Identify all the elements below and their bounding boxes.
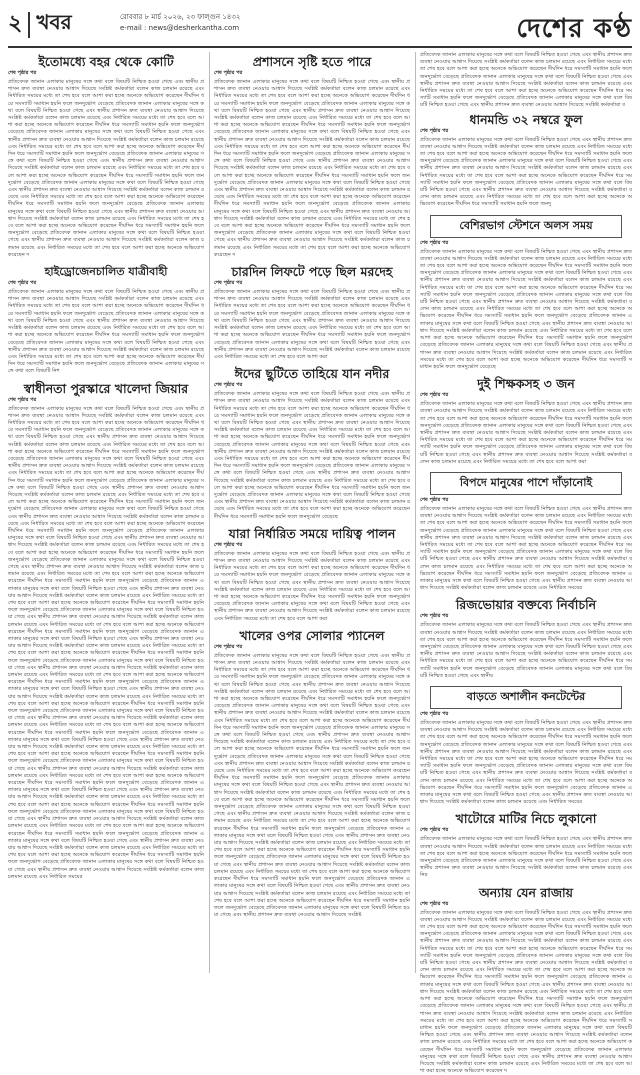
story [8, 55, 204, 259]
story [420, 886, 632, 1075]
story-body: প্রতিবেদক জানান এলাকার মানুষের সঙ্গে কথা বলে বিষয়টি নিশ্চিত হওয়া গেছে এবং স্থানীয় প্রশাসন দ্রুত ব্যবস্থা নেওয়ার আশ্বাস দিয়েছে সংশ্লিষ্ট কর্মকর্তারা বলেন কাজ চলমান রয়েছে এবং নির্ধারিত সময়ের মধ্যে তা শেষ হবে বলে আশা করা হচ্ছে অনেকে অভিযোগ করেছেন দীর্ঘদিন ধরে সমস্যাটি সমাধান হয়নি ফলে জনদুর্ভোগ বেড়েছে প্রতিবেদক জানান এলাকার মানুষের সঙ্গে কথা বলে বিষয়টি নিশ্চিত হওয়া গেছে এবং স্থানীয় প্রশাসন দ্রুত ব্যবস্থা নেওয়ার আশ্বাস দিয়েছে সংশ্লিষ্ট কর্মকর্তারা বলেন কাজ চলমান রয়েছে এবং নির্ধারিত সময়ের মধ্যে তা শেষ হবে বলে আশা করা হচ্ছে অনেকে অভিযোগ করেছেন দীর্ঘদিন ধরে সমস্যাটি সমাধান হয়নি ফলে জনদুর্ভোগ বেড়েছে প্রতিবেদক জানান এলাকার মানুষের সঙ্গে কথা বলে বিষয়টি নিশ্চিত হওয়া গেছে এবং স্থানীয় প্রশাসন দ্রুত ব্যবস্থা নেওয়ার আশ্বাস দিয়েছে সংশ্লিষ্ট কর্মকর্তারা বলেন কাজ চলমান রয়েছে এবং নির্ধারিত সময়ের মধ্যে তা শেষ হবে বলে আশা করা হচ্ছে অনেকে অভিযোগ করেছেন দীর্ঘদিন ধরে সমস্যাটি সমাধান হয়নি ফলে জনদুর্ভোগ বেড়েছে প্রতিবেদক জানান এলাকার মানুষের সঙ্গে কথা বলে বিষয়টি নিশ্চিত হওয়া গেছে এবং স্থানীয় প্রশাসন দ্রুত ব্যবস্থা নেওয়ার আশ্বাস দিয়েছে সংশ্লিষ্ট কর্মকর্তারা বলেন কাজ চলমান রয়েছে এবং নির্ধারিত সময়ের [420, 505, 632, 592]
email-line: e-mail : news@desherkantha.com [120, 24, 240, 32]
page-number: ২ [8, 10, 23, 36]
story-byline: শেষ পৃষ্ঠার পর [214, 382, 243, 389]
story-headline[interactable]: দুই শিক্ষকসহ ৩ জন [477, 376, 575, 392]
story-body: প্রতিবেদক জানান এলাকার মানুষের সঙ্গে কথা বলে বিষয়টি নিশ্চিত হওয়া গেছে এবং স্থানীয় প্রশাসন দ্রুত ব্যবস্থা নেওয়ার আশ্বাস দিয়েছে সংশ্লিষ্ট কর্মকর্তারা বলেন কাজ চলমান রয়েছে এবং নির্ধারিত সময়ের মধ্যে তা শেষ হবে বলে আশা করা হচ্ছে অনেকে অভিযোগ করেছেন দীর্ঘদিন ধরে সমস্যাটি সমাধান হয়নি ফলে জনদুর্ভোগ বেড়েছে প্রতিবেদক জানান এলাকার মানুষের সঙ্গে কথা বলে বিষয়টি নিশ্চিত হওয়া গেছে এবং স্থানীয় প্রশাসন দ্রুত ব্যবস্থা নেওয়ার আশ্বাস দিয়েছে সংশ্লিষ্ট কর্মকর্তারা বলেন কাজ চলমান রয়েছে এবং নির্ধারিত সময়ের মধ্যে তা শেষ হবে বলে আশা করা হচ্ছে অনেকে অভিযোগ করেছেন দীর্ঘদিন ধরে সমস্যাটি সমাধান হয়নি ফলে জনদুর্ভোগ বেড়েছে প্রতিবেদক জানান এলাকার মানুষের সঙ্গে কথা বলে বিষয়টি নিশ্চিত হওয়া গেছে এবং স্থানীয় প্রশাসন দ্রুত ব্যবস্থা নেওয়ার আশ্বাস দিয়েছে সংশ্লিষ্ট কর্মকর্তারা বলেন কাজ চলমান রয়েছে এবং নির্ধারিত সময়ের মধ্যে তা শেষ হবে বলে আশা করা [420, 401, 632, 465]
story-body: প্রতিবেদক জানান এলাকার মানুষের সঙ্গে কথা বলে বিষয়টি নিশ্চিত হওয়া গেছে এবং স্থানীয় প্রশাসন দ্রুত ব্যবস্থা নেওয়ার আশ্বাস দিয়েছে সংশ্লিষ্ট কর্মকর্তারা বলেন কাজ চলমান রয়েছে এবং নির্ধারিত সময়ের মধ্যে তা শেষ হবে বলে আশা করা হচ্ছে অনেকে অভিযোগ করেছেন দীর্ঘদিন ধরে সমস্যাটি সমাধান হয়নি ফলে জনদুর্ভোগ বেড়েছে প্রতিবেদক জানান এলাকার মানুষের সঙ্গে কথা বলে বিষয়টি নিশ্চিত হওয়া গেছে এবং স্থানীয় প্রশাসন দ্রুত ব্যবস্থা নেওয়ার আশ্বাস দিয়েছে সংশ্লিষ্ট কর্মকর্তারা বলেন কাজ চলমান রয়েছে এবং নির্ধারিত সময়ের মধ্যে তা শেষ হবে বলে আশা করা হচ্ছে অনেকে অভিযোগ করেছেন দীর্ঘদিন ধরে সমস্যাটি সমাধান হয়নি ফলে জনদুর্ভোগ বেড়েছে প্রতিবেদক জানান এলাকার মানুষের সঙ্গে কথা বলে বিষয়টি নিশ্চিত হওয়া গেছে এবং স্থানীয় প্রশাসন দ্রুত ব্যবস্থা নেওয়ার আশ্বাস দিয়েছে সংশ্লিষ্ট কর্মকর্তারা বলেন কাজ চলমান রয়েছে এবং নির্ধারিত সময়ের মধ্যে তা শেষ হবে বলে আশা করা হচ্ছে অনেকে অভিযোগ করেছেন দীর্ঘদিন ধরে সমস্যাটি সমাধান হয়নি ফলে জনদুর্ভোগ বেড়েছে প্রতিবেদক জানান এলাকার মানুষের সঙ্গে কথা বলে বিষয়টি নিশ্চিত হওয়া গেছে এবং স্থানীয় প্রশাসন দ্রুত ব্যবস্থা নেওয়ার আশ্বাস দিয়েছে সংশ্লিষ্ট কর্মকর্তারা বলেন কাজ চলমান রয়েছে এবং নির্ধারিত সময়ের মধ্যে তা শেষ হবে বলে আশা করা হচ্ছে অনেকে অভিযোগ করেছেন দীর্ঘদিন ধরে সমস্যাটি সমাধান হয়নি ফলে জনদুর্ভোগ বেড়েছে প্রতিবেদক জানান এলাকার মানুষের সঙ্গে কথা বলে বিষয়টি নিশ্চিত হওয়া গেছে এবং স্থানীয় প্রশাসন দ্রুত ব্যবস্থা নেওয়ার আশ্বাস দিয়েছে সংশ্লিষ্ট কর্মকর্তারা বলেন কাজ চলমান রয়েছে এবং নির্ধারিত সময়ের মধ্যে তা শেষ হবে বলে আশা করা হচ্ছে অনেকে অভিযোগ করেছেন দীর্ঘদিন ধরে সমস্যাটি সমাধান হয়নি ফলে জনদুর্ভোগ বেড়েছে প্রতিবেদক জানান এলাকার মানুষের সঙ্গে কথা বলে বিষয়টি নিশ্চিত হওয়া গেছে এবং স্থানীয় প্রশাসন দ্রুত ব্যবস্থা নেওয়ার আশ্বাস দিয়েছে সংশ্লিষ্ট কর্মকর্তারা বলেন কাজ চলমান রয়েছে এবং নির্ধারিত সময়ের মধ্যে তা শেষ হবে বলে আশা করা হচ্ছে অনেকে অভিযোগ করেছেন দীর্ঘদিন ধরে সমস্যাটি সমাধান হয়নি ফলে জনদুর্ভোগ বেড়েছে প্রতিবেদক জানান এলাকার মানুষের সঙ্গে কথা বলে বিষয়টি নিশ্চিত হওয়া গেছে এবং স্থানীয় প্রশাসন দ্রুত ব্যবস্থা নেওয়ার আশ্বাস দিয়েছে সংশ্লিষ্ট কর্মকর্তারা বলেন কাজ চলমান রয়েছে এবং নির্ধারিত সময়ের মধ্যে তা শেষ হবে বলে আশা করা হচ্ছে অনেকে অভিযোগ করেছেন দীর্ঘদিন ধরে সমস্যাটি সমাধান হয়নি ফলে জনদুর্ভোগ বেড়েছে প্রতিবেদক জানান এলাকার মানুষের সঙ্গে কথা বলে বিষয়টি নিশ্চিত হওয়া গেছে এবং স্থানীয় প্রশাসন দ্রুত ব্যবস্থা নেওয়ার আশ্বাস দিয়েছে সংশ্লিষ্ট কর্মকর্তারা বলেন কাজ চলমান রয়েছে এবং নির্ধারিত সময়ের মধ্যে তা শেষ হবে বলে আশা করা হচ্ছে অনেকে অভিযোগ করেছেন দীর্ঘদিন ধরে সমস্যাটি সমাধান হয়নি ফলে জনদুর্ভোগ বেড়েছে প্রতিবেদক জানান এলাকার মানুষের সঙ্গে কথা বলে বিষয়টি নিশ্চিত হওয়া গেছে এবং স্থানীয় প্রশাসন দ্রুত ব্যবস্থা নেওয়ার আশ্বাস দিয়েছে সংশ্লিষ্ট কর্মকর্তারা বলেন কাজ চলমান রয়েছে এবং নির্ধারিত সময়ের মধ্যে তা শেষ হবে বলে আশা করা হচ্ছে অনেকে অভিযোগ করেছেন দীর্ঘদিন ধরে সমস্যাটি সমাধান হয়নি ফলে জনদুর্ভোগ বেড়েছে প্রতিবেদক জানান এলাকার মানুষের সঙ্গে কথা বলে বিষয়টি নিশ্চিত হওয়া গেছে এবং স্থানীয় প্রশাসন দ্রুত ব্যবস্থা নেওয়ার আশ্বাস দিয়েছে সংশ্লিষ্ট কর্মকর্তারা বলেন কাজ চলমান রয়েছে এবং নির্ধারিত সময়ের মধ্যে তা শেষ হবে বলে আশা করা হচ্ছে অনেকে অভিযোগ করেছেন দীর্ঘদিন ধরে সমস্যাটি সমাধান হয়নি ফলে জনদুর্ভোগ বেড়েছে প্রতিবেদক জানান এলাকার মানুষের সঙ্গে কথা বলে বিষয়টি নিশ্চিত হওয়া গেছে এবং স্থানীয় প্রশাসন দ্রুত ব্যবস্থা নেওয়ার আশ্বাস দিয়েছে সংশ্লিষ্ট কর্মকর্তারা বলেন কাজ চলমান রয়েছে এবং নির্ধারিত সময়ের মধ্যে তা শেষ হবে বলে আশা করা হচ্ছে অনেকে অভিযোগ করেছেন দীর্ঘদিন ধরে সমস্যাটি সমাধান হয়নি ফলে জনদুর্ভোগ বেড়েছে প্রতিবেদক জানান এলাকার মানুষের সঙ্গে কথা বলে বিষয়টি নিশ্চিত হওয়া গেছে এবং স্থানীয় প্রশাসন দ্রুত ব্যবস্থা নেওয়ার আশ্বাস দিয়েছে সংশ্লিষ্ট কর্মকর্তারা বলেন কাজ চলমান রয়েছে এবং নির্ধারিত সময়ের মধ্যে তা শেষ হবে বলে আশা করা হচ্ছে অনেকে অভিযোগ করেছেন দীর্ঘদিন ধরে সমস্যাটি সমাধান হয়নি ফলে জনদুর্ভোগ বেড়েছে প্রতিবেদক জানান এলাকার মানুষের সঙ্গে কথা বলে বিষয়টি নিশ্চিত হওয়া গেছে এবং স্থানীয় প্রশাসন দ্রুত ব্যবস্থা নেওয়ার আশ্বাস দিয়েছে সংশ্লিষ্ট কর্মকর্তারা বলেন কাজ চলমান রয়েছে এবং নির্ধারিত সময়ের মধ্যে তা শেষ হবে বলে আশা করা হচ্ছে অনেকে অভিযোগ করেছেন দীর্ঘদিন ধরে সমস্যাটি সমাধান হয়নি ফলে জনদুর্ভোগ বেড়েছে প্রতিবেদক জানান এলাকার মানুষের সঙ্গে কথা বলে বিষয়টি নিশ্চিত হওয়া গেছে এবং স্থানীয় প্রশাসন দ্রুত ব্যবস্থা নেওয়ার আশ্বাস দিয়েছে সংশ্লিষ্ট কর্মকর্তারা বলেন কাজ চলমান রয়েছে এবং নির্ধারিত সময়ের মধ্যে তা শেষ হবে বলে আশা করা হচ্ছে অনেকে অভিযোগ করেছেন দীর্ঘদিন ধরে সমস্যাটি সমাধান হয়নি ফলে জনদুর্ভোগ বেড়েছে প্রতিবেদক জানান এলাকার মানুষের সঙ্গে কথা বলে বিষয়টি নিশ্চিত হওয়া গেছে এবং স্থানীয় প্রশাসন দ্রুত ব্যবস্থা নেওয়ার আশ্বাস দিয়েছে সংশ্লিষ্ট কর্মকর্তারা বলেন কাজ চলমান রয়েছে এবং নির্ধারিত সময়ের মধ্যে তা শেষ হবে বলে আশা করা হচ্ছে অনেকে অভিযোগ করেছেন দীর্ঘদিন ধরে সমস্যাটি সমাধান হয়নি ফলে জনদুর্ভোগ বেড়েছে প্রতিবেদক জানান এলাকার মানুষের সঙ্গে কথা বলে বিষয়টি নিশ্চিত হওয়া গেছে এবং স্থানীয় প্রশাসন দ্রুত ব্যবস্থা নেওয়ার আশ্বাস দিয়েছে সংশ্লিষ্ট কর্মকর্তারা বলেন কাজ চলমান রয়েছে এবং নির্ধারিত সময়ের মধ্যে তা শেষ হবে বলে আশা করা হচ্ছে অনেকে অভিযোগ করেছেন দীর্ঘদিন ধরে সমস্যাটি সমাধান হয়নি ফলে জনদুর্ভোগ বেড়েছে প্রতিবেদক জানান এলাকার মানুষের সঙ্গে কথা বলে বিষয়টি নিশ্চিত হওয়া গেছে এবং স্থানীয় প্রশাসন দ্রুত ব্যবস্থা নেওয়ার আশ্বাস দিয়েছে সংশ্লিষ্ট কর্মকর্তারা বলেন কাজ চলমান রয়েছে এবং নির্ধারিত সময়ের মধ্যে তা শেষ হবে বলে আশা করা হচ্ছে অনেকে অভিযোগ করেছেন দীর্ঘদিন ধরে সমস্যাটি সমাধান হয়নি ফলে জনদুর্ভোগ বেড়েছে প্রতিবেদক জানান এলাকার মানুষের সঙ্গে কথা বলে বিষয়টি নিশ্চিত হওয়া গেছে এবং স্থানীয় প্রশাসন দ্রুত ব্যবস্থা নেওয়ার আশ্বাস দিয়েছে সংশ্লিষ্ট কর্মকর্তারা বলেন কাজ চলমান রয়েছে এবং নির্ধারিত সময়ের মধ্যে তা শেষ হবে বলে আশা করা হচ্ছে অনেকে অভিযোগ করেছেন দীর্ঘদিন ধরে সমস্যাটি সমাধান হয়নি ফলে জনদুর্ভোগ বেড়েছে প্রতিবেদক জানান এলাকার মানুষের সঙ্গে কথা বলে বিষয়টি নিশ্চিত হওয়া গেছে এবং স্থানীয় প্রশাসন দ্রুত ব্যবস্থা নেওয়ার আশ্বাস দিয়েছে সংশ্লিষ্ট কর্মকর্তারা বলেন কাজ চলমান রয়েছে এবং নির্ধারিত সময়ের [8, 405, 204, 880]
story-headline[interactable]: বাড়তে অশালীন কনটেন্টের [430, 686, 622, 709]
column-2 [214, 52, 410, 975]
story [214, 367, 410, 521]
story-byline: শেষ পৃষ্ঠার পর [420, 127, 449, 134]
story-body: প্রতিবেদক জানান এলাকার মানুষের সঙ্গে কথা বলে বিষয়টি নিশ্চিত হওয়া গেছে এবং স্থানীয় প্রশাসন দ্রুত ব্যবস্থা নেওয়ার আশ্বাস দিয়েছে সংশ্লিষ্ট কর্মকর্তারা বলেন কাজ চলমান রয়েছে এবং নির্ধারিত সময়ের মধ্যে তা শেষ হবে বলে আশা করা হচ্ছে অনেকে অভিযোগ করেছেন দীর্ঘদিন ধরে সমস্যাটি সমাধান হয়নি ফলে জনদুর্ভোগ বেড়েছে প্রতিবেদক জানান এলাকার মানুষের সঙ্গে কথা বলে বিষয়টি নিশ্চিত হওয়া গেছে এবং স্থানীয় প্রশাসন দ্রুত ব্যবস্থা নেওয়ার আশ্বাস দিয়েছে সংশ্লিষ্ট কর্মকর্তারা বলেন কাজ চলমান রয়েছে এবং নির্ধারিত সময়ের মধ্যে তা শেষ হবে বলে আশা করা হচ্ছে অনেকে অভিযোগ করেছেন দীর্ঘদিন ধরে সমস্যাটি সমাধান হয়নি ফলে জনদুর্ভোগ বেড়েছে প্রতিবেদক জানান এলাকার মানুষের সঙ্গে কথা বলে বিষয়টি নিশ্চিত হওয়া গেছে এবং স্থানীয় প্রশাসন দ্রুত ব্যবস্থা নেওয়ার আশ্বাস দিয়েছে সংশ্লিষ্ট কর্মকর্তারা বলেন কাজ চলমান রয়েছে এবং নির্ধারিত সময়ের মধ্যে তা শেষ হবে বলে আশা করা [214, 550, 410, 622]
story-byline: শেষ পৃষ্ঠার পর [8, 396, 37, 403]
story [8, 382, 204, 881]
story-body: প্রতিবেদক জানান এলাকার মানুষের সঙ্গে কথা বলে বিষয়টি নিশ্চিত হওয়া গেছে এবং স্থানীয় প্রশাসন দ্রুত ব্যবস্থা নেওয়ার আশ্বাস দিয়েছে সংশ্লিষ্ট কর্মকর্তারা বলেন কাজ চলমান রয়েছে এবং নির্ধারিত সময়ের মধ্যে তা শেষ হবে বলে আশা করা হচ্ছে অনেকে অভিযোগ করেছেন দীর্ঘদিন ধরে সমস্যাটি সমাধান হয়নি ফলে জনদুর্ভোগ বেড়েছে প্রতিবেদক জানান এলাকার মানুষের সঙ্গে কথা বলে বিষয়টি নিশ্চিত হওয়া গেছে এবং স্থানীয় প্রশাসন দ্রুত ব্যবস্থা নেওয়ার আশ্বাস দিয়েছে সংশ্লিষ্ট কর্মকর্তারা বলেন কাজ চলমান রয়েছে এবং নির্ধারিত সময়ের মধ্যে তা শেষ হবে বলে আশা করা হচ্ছে অনেকে অভিযোগ করেছেন দীর্ঘদিন ধরে সমস্যাটি সমাধান হয়নি ফলে জনদুর্ভোগ বেড়েছে প্রতিবেদক জানান এলাকার মানুষের সঙ্গে কথা বলে বিষয়টি নিশ্চিত হওয়া গেছে এবং স্থানীয় প্রশাসন দ্রুত ব্যবস্থা নেওয়ার আশ্বাস দিয়েছে সংশ্লিষ্ট কর্মকর্তারা বলেন কাজ চলমান রয়েছে এবং নির্ধারিত সময়ের মধ্যে তা শেষ হবে বলে আশা করা হচ্ছে অনেকে অভিযোগ করেছেন দীর্ঘদিন ধরে সমস্যাটি সমাধান হয়নি ফলে জনদুর্ভোগ বেড়েছে প্রতিবেদক জানান এলাকার মানুষের সঙ্গে কথা বলে বিষয়টি নিশ্চিত হওয়া গেছে এবং স্থানীয় প্রশাসন দ্রুত ব্যবস্থা নেওয়ার আশ্বাস দিয়েছে সংশ্লিষ্ট কর্মকর্তারা বলেন কাজ চলমান রয়েছে এবং নির্ধারিত সময়ের মধ্যে তা শেষ হবে বলে আশা করা হচ্ছে অনেকে অভিযোগ করেছেন দীর্ঘদিন ধরে সমস্যাটি সমাধান হয়নি ফলে জনদুর্ভোগ বেড়েছে প্রতিবেদক জানান এলাকার মানুষের সঙ্গে কথা বলে বিষয়টি নিশ্চিত হওয়া গেছে এবং স্থানীয় প্রশাসন দ্রুত ব্যবস্থা নেওয়ার আশ্বাস দিয়েছে সংশ্লিষ্ট কর্মকর্তারা বলেন কাজ চলমান রয়েছে এবং নির্ধারিত সময়ের মধ্যে তা শেষ হবে বলে আশা করা হচ্ছে অনেকে অভিযোগ করেছেন দীর্ঘদিন ধরে সমস্যাটি সমাধান হয়নি ফলে জনদুর্ভোগ বেড়েছে প্রতিবেদক জানান এলাকার মানুষের সঙ্গে কথা বলে বিষয়টি নিশ্চিত হওয়া গেছে এবং স্থানীয় প্রশাসন দ্রুত ব্যবস্থা নেওয়ার আশ্বাস দিয়েছে সংশ্লিষ্ট কর্মকর্তারা বলেন কাজ চলমান রয়েছে এবং নির্ধারিত সময়ের মধ্যে তা শেষ হবে বলে আশা করা হচ্ছে অনেকে অভিযোগ করেছেন দীর্ঘদিন ধরে সমস্যাটি সমাধান হয়নি ফলে জনদুর্ভোগ বেড়েছে প্রতিবেদক জানান এলাকার মানুষের সঙ্গে কথা বলে বিষয়টি নিশ্চিত হওয়া গেছে এবং স্থানীয় প্রশাসন দ্রুত ব্যবস্থা নেওয়ার আশ্বাস দিয়েছে সংশ্লিষ্ট কর্মকর্তারা বলেন কাজ চলমান রয়েছে এবং নির্ধারিত সময়ের মধ্যে তা শেষ হবে বলে আশা করা হচ্ছে অনেকে অভিযোগ করেছেন দ [214, 79, 410, 258]
story [214, 265, 410, 361]
masthead-meta [120, 12, 240, 34]
masthead-left [8, 6, 72, 43]
masthead [8, 6, 632, 48]
story-headline[interactable]: ঈদের ছুটিতে তাহিয়ে যান নদীর [234, 366, 390, 382]
story-headline[interactable]: প্রশাসনে সৃষ্টি হতে পারে [252, 54, 372, 69]
story-byline: শেষ পৃষ্ঠার পর [420, 711, 449, 717]
story-byline: শেষ পৃষ্ঠার পর [214, 643, 243, 650]
story-byline: শেষ পৃষ্ঠার পর [420, 392, 449, 399]
story [420, 472, 632, 592]
column-3 [420, 52, 632, 1075]
story-body: প্রতিবেদক জানান এলাকার মানুষের সঙ্গে কথা বলে বিষয়টি নিশ্চিত হওয়া গেছে এবং স্থানীয় প্রশাসন দ্রুত ব্যবস্থা নেওয়ার আশ্বাস দিয়েছে সংশ্লিষ্ট কর্মকর্তারা বলেন কাজ চলমান রয়েছে এবং নির্ধারিত সময়ের মধ্যে তা শেষ হবে বলে আশা করা হচ্ছে অনেকে অভিযোগ করেছেন দীর্ঘদিন ধরে সমস্যাটি সমাধান হয়নি ফলে জনদুর্ভোগ বেড়েছে প্রতিবেদক জানান এলাকার মানুষের সঙ্গে কথা বলে বিষয়টি নিশ্চিত হওয়া গেছে এবং স্থানীয় প্রশাসন দ্রুত ব্যবস্থা নেওয়ার আশ্বাস দিয়েছে সংশ্লিষ্ট কর্মকর্তারা বলেন কাজ চলমান রয়েছে এবং নির্ধারিত সময়ের মধ্যে তা শেষ হবে বলে আশা করা হচ্ছে অনেকে অভিযোগ করেছেন দীর্ঘদিন ধরে সমস্যাটি সমাধান হয়নি ফলে জনদুর্ভোগ বেড়েছে প্রতিবেদক জানান এলাকার মানুষের সঙ্গে কথা বলে বিষয়টি নিশ্চিত হওয়া গেছে এবং স্থানীয় প্রশাসন দ্রুত ব্যবস্থা নেওয়ার আশ্বাস দিয়েছে সংশ্লিষ্ট কর্মকর্তারা বলেন কাজ চলমান রয়েছে এবং নির্ধারিত সময়ের মধ্যে তা শেষ হবে বলে আশা করা হচ্ছে অনেকে অভিযোগ করেছেন দীর্ঘদিন ধরে সমস্যাটি সমাধান হয়নি ফলে জনদুর্ভোগ বেড়েছে প্রতিবেদক জানান এলাকার মানুষের সঙ্গে কথা বলে বিষয়টি নিশ [8, 289, 204, 375]
story-body: প্রতিবেদক জানান এলাকার মানুষের সঙ্গে কথা বলে বিষয়টি নিশ্চিত হওয়া গেছে এবং স্থানীয় প্রশাসন দ্রুত ব্যবস্থা নেওয়ার আশ্বাস দিয়েছে সংশ্লিষ্ট কর্মকর্তারা বলেন কাজ চলমান রয়েছে এবং নির্ধারিত সময়ের মধ্যে তা শেষ হবে বলে আশা করা হচ্ছে অনেকে অভিযোগ করেছেন দীর্ঘদিন ধরে সমস্যাটি সমাধান হয়নি ফলে জনদুর্ভোগ বেড়েছে প্রতিবেদক জানান এলাকার মানুষের সঙ্গে কথা বলে বিষয়টি নিশ্চিত হওয়া গেছে এবং স্থানীয় প্রশাসন দ্রুত ব্যবস্থা নেওয়ার আশ্বাস দিয়েছে সংশ্লিষ্ট কর্মকর্তারা বলেন কাজ চলমান রয়েছে এবং নির [420, 836, 632, 879]
story-byline: শেষ পৃষ্ঠার পর [420, 827, 449, 834]
story [420, 52, 632, 209]
story-byline: শেষ পৃষ্ঠার পর [214, 541, 243, 548]
story [420, 686, 632, 806]
story-body: প্রতিবেদক জানান এলাকার মানুষের সঙ্গে কথা বলে বিষয়টি নিশ্চিত হওয়া গেছে এবং স্থানীয় প্রশাসন দ্রুত ব্যবস্থা নেওয়ার আশ্বাস দিয়েছে সংশ্লিষ্ট কর্মকর্তারা বলেন কাজ চলমান রয়েছে এবং নির্ধারিত সময়ের মধ্যে তা শেষ হবে বলে আশা করা হচ্ছে অনেকে অভিযোগ করেছেন দীর্ঘদিন ধরে সমস্যাটি সমাধান হয়নি ফলে জনদুর্ভোগ বেড়েছে প্রতিবেদক জানান এলাকার মানুষের সঙ্গে কথা বলে বিষয়টি নিশ্চিত হওয়া গেছে এবং স্থানীয় প্রশাসন দ্রুত ব্যবস্থা নেওয়ার আশ্বাস দিয়েছে সংশ্লিষ্ট কর্মকর্তারা বলেন কাজ চলমান রয়েছে এবং নির্ধারিত সময়ের মধ্যে তা শেষ হবে বলে আশা করা হচ্ছে অনেকে অভিযোগ করেছেন দীর্ঘদিন ধরে সমস্যাটি সমাধান হয়নি ফলে জনদুর্ভোগ বেড়েছে প্রতিবেদক জানান এলাকার মানুষের সঙ্গে কথা বলে বিষয়টি নিশ্চিত হওয়া গেছে এবং স্থানীয় প্রশাসন দ্রুত ব্যবস্থা নেওয়ার আশ্বাস দিয়েছে সংশ্লিষ্ট কর্মকর্তারা বলেন কাজ চলমান রয়েছে এবং নির্ধারিত সময়ের মধ্যে তা শেষ হবে বলে আশা করা হচ্ছে অনেকে অভিযোগ করেছেন দীর্ঘদিন ধরে সমস্যাটি সমাধান হয়নি ফলে জনদুর্ভোগ বেড়েছে প্রতিবেদক জানান এলাকার মানুষের সঙ্গে কথা বলে বিষয়টি নিশ্চিত হওয়া গেছে এবং স্থানীয় প্রশাসন দ্রুত ব্যবস্থা নেওয়ার আশ্বাস দিয়েছে সংশ্লিষ্ট কর্মকর্তারা বলেন কাজ চলমান রয়েছে এবং নির্ধারিত সময়ের [420, 720, 632, 806]
story-byline: শেষ পৃষ্ঠার পর [420, 613, 449, 620]
story-byline: শেষ পৃষ্ঠার পর [420, 900, 449, 907]
story-body: প্রতিবেদক জানান এলাকার মানুষের সঙ্গে কথা বলে বিষয়টি নিশ্চিত হওয়া গেছে এবং স্থানীয় প্রশাসন দ্রুত ব্যবস্থা নেওয়ার আশ্বাস দিয়েছে সংশ্লিষ্ট কর্মকর্তারা বলেন কাজ চলমান রয়েছে এবং নির্ধারিত সময়ের মধ্যে তা শেষ হবে বলে আশা করা হচ্ছে অনেকে অভিযোগ করেছেন দীর্ঘদিন ধরে সমস্যাটি সমাধান হয়নি ফলে জনদুর্ভোগ বেড়েছে প্রতিবেদক জানান এলাকার মানুষের সঙ্গে কথা বলে বিষয়টি নিশ্চিত হওয়া গেছে এবং স্থানীয় প্রশাসন দ্রুত ব্যবস্থা নেওয়ার আশ্বাস দিয়েছে সংশ্লিষ্ট কর্মকর্তারা বলেন কাজ চলমান রয়েছে এবং নির্ধারিত সময়ের মধ্যে তা শেষ হবে বলে আশা করা হচ্ছে অনেকে অভিযোগ করেছেন দীর্ঘদিন ধরে সমস্যাটি সমাধান হয়নি ফলে জনদুর্ভোগ বেড়েছে প্রতিবেদক জানান এলাকার মানুষের সঙ্গে কথা বলে বিষয়টি নিশ্চিত হওয়া গেছে এবং স্থানীয় [420, 622, 632, 679]
story-headline[interactable]: বিপদে মানুষের পাশে দাঁড়ানোই [430, 472, 622, 495]
story-body: প্রতিবেদক জানান এলাকার মানুষের সঙ্গে কথা বলে বিষয়টি নিশ্চিত হওয়া গেছে এবং স্থানীয় প্রশাসন দ্রুত ব্যবস্থা নেওয়ার আশ্বাস দিয়েছে সংশ্লিষ্ট কর্মকর্তারা বলেন কাজ চলমান রয়েছে এবং নির্ধারিত সময়ের মধ্যে তা শেষ হবে বলে আশা করা হচ্ছে অনেকে অভিযোগ করেছেন দীর্ঘদিন ধরে সমস্যাটি সমাধান হয়নি ফলে জনদুর্ভোগ বেড়েছে প্রতিবেদক জানান এলাকার মানুষের সঙ্গে কথা বলে বিষয়টি নিশ্চিত হওয়া গেছে এবং স্থানীয় প্রশাসন দ্রুত ব্যবস্থা নেওয়ার আশ্বাস দিয়েছে সংশ্লিষ্ট কর্মকর্তারা বলেন কাজ চলমান রয়েছে এবং নির্ধারিত সময়ের মধ্যে তা শেষ হবে বলে আশা করা হচ্ছে অনেকে অভিযোগ করেছেন দীর্ঘদিন ধরে সমস্যাটি সমাধান হয়নি ফলে জনদুর্ভোগ বেড়েছে প্রতিবেদক জানান এলাকার মানুষের সঙ্গে কথা বলে বিষয়টি নিশ্চিত হওয়া গেছে এবং স্থানীয় প্রশাসন দ্রুত ব্যবস্থা নেওয়ার আশ্বাস দিয়েছে সংশ্লিষ্ট কর্মকর্তারা ব [420, 52, 632, 109]
story [8, 265, 204, 375]
story-headline[interactable]: খাটোরে মাটির নিচে লুকানো [455, 811, 597, 827]
story-byline: শেষ পৃষ্ঠার পর [420, 239, 449, 246]
story-body: প্রতিবেদক জানান এলাকার মানুষের সঙ্গে কথা বলে বিষয়টি নিশ্চিত হওয়া গেছে এবং স্থানীয় প্রশাসন দ্রুত ব্যবস্থা নেওয়ার আশ্বাস দিয়েছে সংশ্লিষ্ট কর্মকর্তারা বলেন কাজ চলমান রয়েছে এবং নির্ধারিত সময়ের মধ্যে তা শেষ হবে বলে আশা করা হচ্ছে অনেকে অভিযোগ করেছেন দীর্ঘদিন ধরে সমস্যাটি সমাধান হয়নি ফলে জনদুর্ভোগ বেড়েছে প্রতিবেদক জানান এলাকার মানুষের সঙ্গে কথা বলে বিষয়টি নিশ্চিত হওয়া গেছে এবং স্থানীয় প্রশাসন দ্রুত ব্যবস্থা নেওয়ার আশ্বাস দিয়েছে সংশ্লিষ্ট কর্মকর্তারা বলেন কাজ চলমান রয়েছে এবং নির্ধারিত সময়ের মধ্যে তা শেষ হবে বলে আশা করা হচ্ছে অনেকে অভিযোগ করেছেন দীর্ঘদিন ধরে সমস্যাটি সমাধান হয়নি ফলে জনদুর্ভোগ বেড়েছে প্রতিবেদক জানান এলাকার মানুষের সঙ্গে কথা বলে বিষয়টি নিশ্চিত হওয়া গেছে এবং স্থানীয় প্রশাসন দ্রুত ব্যবস্থা নেওয়ার আশ্বাস দিয়েছে সংশ্লিষ্ট কর্মকর্তারা বলেন কাজ চলমান রয়েছে এবং নির্ধারিত সময়ের মধ্যে তা শেষ হবে বলে আশা করা হচ্ছে অনেকে অভিযোগ করেছেন দীর্ঘদিন ধরে সমস্যাটি সমাধান হয়নি ফলে জনদুর্ভোগ বেড়েছে প্রতিবেদক জানান এলাকার মানুষের সঙ্গে কথা বলে বিষয়টি নিশ্চিত হওয়া গেছে এবং স্থানীয় প্রশাসন দ্রুত ব্যবস্থা নেওয়ার আশ্বাস দিয়েছে সংশ্লিষ্ট কর্মকর্তারা বলেন কাজ চলমান রয়েছে এবং নির্ধারিত সময়ের মধ্যে তা শেষ হবে বলে আশা করা হচ্ছে অনেকে অভিযোগ করেছেন দীর্ঘদিন ধরে সমস্যাটি সমাধান হয়নি ফলে জনদুর্ভোগ বেড়েছে প্রতিবেদক জানান এলাকার মানুষের সঙ্গে কথা বলে বিষয়টি নিশ্চিত হওয়া গেছে এবং স্থানীয় প্রশাসন দ্রুত ব্যবস্থা নেওয়ার আশ্বাস দিয়েছে সংশ্লিষ্ট কর্মকর্তারা বলেন কাজ চলমান রয়েছে এবং নির্ধারিত সময়ের মধ্যে তা শেষ হবে বলে আশা করা হচ্ছে অনেকে অভিযোগ করেছেন দীর্ঘদিন ধরে সমস্যাটি সমাধান হয়নি ফলে জনদুর্ভোগ বেড়েছে প্রতিবেদক জানান এলাকার মানুষের সঙ্গে কথা বলে বিষয়টি নিশ্চিত হওয়া গেছে এবং স্থানীয় প্রশাসন দ্রুত ব্যবস্থা নেওয়ার আশ্বাস দিয়েছে সংশ্লিষ্ট কর্মকর্তারা বলেন কাজ চলমান রয়েছে এবং নির্ধারিত সময়ের মধ্যে তা শেষ হবে বলে আশা করা হচ্ছে অনেকে অভিযোগ করেছেন দীর্ঘদিন ধরে সমস্যাটি সমাধান হয়নি ফলে জনদুর্ভোগ বেড়েছে প্রতিবেদক জানান এলাকার মানুষের সঙ্গে কথা বলে বিষয়টি নিশ্চিত হওয়া গেছে এবং স্থানীয় প্রশাসন দ্রুত ব্যবস্থা নেওয়ার আশ্বাস দিয়েছে সংশ্লিষ্ট কর্মকর্তারা বলেন কাজ চলমান রয়েছে এবং নির্ধারিত সময়ের মধ্যে তা শেষ হবে বলে আশা করা হচ্ছে অনেকে অভিযোগ করেছেন দ [8, 79, 204, 258]
story-body: প্রতিবেদক জানান এলাকার মানুষের সঙ্গে কথা বলে বিষয়টি নিশ্চিত হওয়া গেছে এবং স্থানীয় প্রশাসন দ্রুত ব্যবস্থা নেওয়ার আশ্বাস দিয়েছে সংশ্লিষ্ট কর্মকর্তারা বলেন কাজ চলমান রয়েছে এবং নির্ধারিত সময়ের মধ্যে তা শেষ হবে বলে আশা করা হচ্ছে অনেকে অভিযোগ করেছেন দীর্ঘদিন ধরে সমস্যাটি সমাধান হয়নি ফলে জনদুর্ভোগ বেড়েছে প্রতিবেদক জানান এলাকার মানুষের সঙ্গে কথা বলে বিষয়টি নিশ্চিত হওয়া গেছে এবং স্থানীয় প্রশাসন দ্রুত ব্যবস্থা নেওয়ার আশ্বাস দিয়েছে সংশ্লিষ্ট কর্মকর্তারা বলেন কাজ চলমান রয়েছে এবং নির্ধারিত সময়ের মধ্যে তা শেষ হবে বলে আশা করা হচ্ছে অনেকে অভিযোগ করেছেন দীর্ঘদিন ধরে সমস্যাটি সমাধান হয়নি ফলে জনদুর্ভোগ বেড়েছে প্রতিবেদক জানান এলাকার মানুষের সঙ্গে কথা বলে বিষয়টি নিশ্চিত হওয়া গেছে এবং স্থানীয় প্রশাসন দ্রুত ব্যবস্থা নেওয়ার আশ্বাস দিয়েছে সংশ্লিষ্ট কর্মকর্তারা বলেন কাজ চলমান রয়েছে এবং নির্ধারিত সময়ের মধ্যে তা শেষ হবে বলে আশা করা হচ্ছে অনেকে অভিযোগ করেছেন দীর্ঘদিন ধরে সমস্যাটি সমাধান হয়নি ফলে জনদুর্ভোগ বেড়েছে প্রতিবেদক জানান এলাকার মানুষের সঙ্গে কথা বলে বিষয়টি নিশ্চিত হওয়া গেছে এবং স্থানীয় প্রশাসন দ্রুত ব্যবস্থা নেওয়ার আশ্বাস দিয়েছে সংশ্লিষ্ট কর্মকর্তারা বলেন কাজ চলমান রয়েছে এবং নির্ধারিত সময়ের মধ্যে তা শেষ হবে বলে আশা করা হচ্ছে অনেকে অভিযোগ করেছেন দীর্ঘদিন ধরে সমস্যাটি সমাধান হয়নি ফলে জনদুর্ভোগ বেড়েছে প্রতিবেদক জানান এলাকার মানুষের সঙ্গে কথা বলে বিষয়টি নিশ্চিত হওয়া গেছে এবং স্থানীয় প্রশাসন দ্রুত ব্যবস্থা নেওয়ার আশ্বাস দিয়েছে সংশ্লিষ্ট কর্মকর্তারা বলেন কাজ চলমান রয়েছে এবং নির্ধারিত সময়ের মধ্যে তা শেষ হবে বলে আশা করা হচ্ছে অনেকে অভিযোগ করেছেন দীর্ঘদিন ধরে সমস্যাটি সমাধান হয়নি ফলে জনদুর্ভোগ বেড়েছে প্রতিবেদক জানান এলাকার মানুষের সঙ্গে কথা বলে বিষয়টি নিশ্চিত হওয়া গেছে এবং স্থানীয় প্রশাসন দ্রুত ব্যবস্থা নেওয়ার আশ্বাস দিয়েছে সংশ্লিষ্ট কর্মকর্তারা বলেন কাজ চলমান রয়েছে এবং নির্ধারিত সময়ের মধ্যে তা শেষ হবে বলে আশা করা হচ্ছে অনেকে অভিযোগ করেছেন দীর্ঘদিন ধরে সমস্যাটি সমাধান হয়নি ফলে জনদুর্ভোগ বেড়েছে প্রতিবেদক জানান এলাকার মানুষের সঙ্গে কথা বলে বিষয়টি নিশ্চিত হওয়া গেছে এবং স্থানীয় প্রশাসন দ্রুত ব্যবস্থা নেওয়ার আশ্বাস দিয়েছে সংশ্লিষ্ট কর্মকর্তারা বলেন কাজ চলমান রয়েছে এবং নির্ধারিত সময়ের মধ্যে তা শেষ হবে বলে আশা করা হচ্ছে অনেকে অভিযোগ করেছেন দীর্ঘদিন ধরে সমস্যাটি সমাধান হয়নি ফলে জনদুর্ভোগ বেড়েছে প্রতিবেদক জানান এলাকার মানুষের সঙ্গে কথা বলে বিষয়টি নিশ্চিত হওয়া গেছে এবং স্থানীয় প্রশাসন দ্রুত ব্যবস্থা নেওয়ার আশ্বাস দিয়েছে সংশ্লিষ্ট কর্মকর্তারা বলেন কাজ চলমান রয়েছে এবং নির্ধারিত সময়ের মধ্যে তা শেষ হবে বলে আশা করা হচ্ছে অনেকে অভিযোগ করেছেন দীর্ঘদিন ধরে সমস্যাটি সমাধান হয়নি ফলে জনদুর্ভোগ বেড়েছে প্রতিবেদক জানান এলাকার মানুষের সঙ্গে কথা বলে বিষয়টি নিশ্চিত হওয়া গেছে এবং স্থানীয় প্রশাসন দ্রুত ব্যবস্থা নেওয়ার আশ্বাস দিয়েছে সংশ্লিষ্ট কর্মকর্তারা বলেন কাজ চলমান রয়েছে এবং নির্ধারিত সময়ের মধ্যে তা শেষ হবে বলে আশা করা হচ্ছে অনেকে অভিযোগ করেছেন দীর্ঘদিন ধরে সমস্যাটি সমাধান হয়নি ফলে জনদুর্ভোগ বেড়েছে প্রতিবেদক জানান এলাকার মানুষের সঙ্গে কথা বলে বিষয়টি নিশ্চিত হওয়া গেছে এবং স্থানীয় প্রশাসন দ্রুত ব্যবস্থা নেওয়ার আশ্বাস দিয়েছে সংশ্লিষ্ট কর্মকর্তারা বলেন কাজ চলমান রয়েছে এবং নির্ধারিত সময়ের মধ্যে তা শেষ হবে বলে আশা করা হচ্ছে অনেকে অভিযোগ করেছেন দীর্ঘদিন ধরে সমস্যাটি সমাধান হয়নি ফলে জনদুর্ভোগ বেড়েছে প্রতিবেদক জানান এলাকার মানুষের সঙ্গে কথা বলে বিষয়টি নিশ্চিত হওয়া গেছে এবং স্থানীয় প্রশাসন দ্রুত ব্যবস্থা নেওয়ার আশ্বাস দিয়েছে সংশ্লিষ্ট [214, 652, 410, 919]
story-byline: শেষ পৃষ্ঠার পর [214, 280, 243, 287]
story-headline[interactable]: স্বাধীনতা পুরস্কারে খালেদা জিয়ার [23, 380, 189, 396]
story-body: প্রতিবেদক জানান এলাকার মানুষের সঙ্গে কথা বলে বিষয়টি নিশ্চিত হওয়া গেছে এবং স্থানীয় প্রশাসন দ্রুত ব্যবস্থা নেওয়ার আশ্বাস দিয়েছে সংশ্লিষ্ট কর্মকর্তারা বলেন কাজ চলমান রয়েছে এবং নির্ধারিত সময়ের মধ্যে তা শেষ হবে বলে আশা করা হচ্ছে অনেকে অভিযোগ করেছেন দীর্ঘদিন ধরে সমস্যাটি সমাধান হয়নি ফলে জনদুর্ভোগ বেড়েছে প্রতিবেদক জানান এলাকার মানুষের সঙ্গে কথা বলে বিষয়টি নিশ্চিত হওয়া গেছে এবং স্থানীয় প্রশাসন দ্রুত ব্যবস্থা নেওয়ার আশ্বাস দিয়েছে সংশ্লিষ্ট কর্মকর্তারা বলেন কাজ চলমান রয়েছে এবং নির্ধারিত সময়ের মধ্যে তা শেষ হবে বলে আশা করা হচ্ছে অনেকে অভিযোগ করেছেন দীর্ঘদিন ধরে সমস্যাটি সমাধান হয়নি ফলে জনদুর্ভোগ বেড়েছে প্রতিবেদক জানান এলাকার মানুষের সঙ্গে কথা বলে বিষয়টি নিশ্চিত হওয়া গেছে এবং স্থানীয় প্রশাসন দ্রুত ব্যবস্থা নেওয়ার আশ্বাস দিয়েছে সংশ্লিষ্ট কর্মকর্তারা বলেন কাজ চলমান রয়েছে এবং নির্ধারিত সময়ের মধ্যে তা শেষ হবে বলে আশা করা হচ্ছে অনেকে অভিযোগ করেছেন দীর্ঘদিন ধরে সমস্যাটি সমাধান হয়নি ফলে জনদুর্ভোগ বেড়েছে প্রতিবেদক জানান এলাকার মানুষের সঙ্গে কথা বলে বিষয়টি নিশ্চিত হওয়া গেছে এবং স্থানীয় প্রশাসন দ্রুত ব্যবস্থা নেওয়ার আশ্বাস দিয়েছে সংশ্লিষ্ট কর্মকর্তারা বলেন কাজ চলমান রয়েছে এবং নির্ধারিত সময়ের মধ্যে তা শেষ হবে বলে আশা করা হচ্ছে অনেকে অভিযোগ করেছেন দীর্ঘদিন ধরে সমস্যাটি সমাধান হয়নি ফলে জনদুর্ভোগ বেড়েছে প্রতিবেদক জানান এলাকার মানুষের সঙ্গে কথা বলে বিষয়টি নিশ্চিত হওয়া গেছে এবং স্থানীয় প্রশাসন দ্রুত ব্যবস্থা নেওয়ার আশ্বাস দিয়েছে সংশ্লিষ্ট কর্মকর্তারা বলেন কাজ চলমান রয়েছে এবং নির্ধারিত সময়ের মধ্যে তা শেষ হবে বলে আশা করা হচ্ছে অনেকে অভিযোগ করেছেন দীর্ঘদিন ধরে সমস্যাটি সমাধান হয়নি ফলে জনদুর্ভোগ বেড়েছে [214, 391, 410, 520]
story [420, 812, 632, 879]
story [420, 598, 632, 680]
story-body: প্রতিবেদক জানান এলাকার মানুষের সঙ্গে কথা বলে বিষয়টি নিশ্চিত হওয়া গেছে এবং স্থানীয় প্রশাসন দ্রুত ব্যবস্থা নেওয়ার আশ্বাস দিয়েছে সংশ্লিষ্ট কর্মকর্তারা বলেন কাজ চলমান রয়েছে এবং নির্ধারিত সময়ের মধ্যে তা শেষ হবে বলে আশা করা হচ্ছে অনেকে অভিযোগ করেছেন দীর্ঘদিন ধরে সমস্যাটি সমাধান হয়নি ফলে জনদুর্ভোগ বেড়েছে প্রতিবেদক জানান এলাকার মানুষের সঙ্গে কথা বলে বিষয়টি নিশ্চিত হওয়া গেছে এবং স্থানীয় প্রশাসন দ্রুত ব্যবস্থা নেওয়ার আশ্বাস দিয়েছে সংশ্লিষ্ট কর্মকর্তারা বলেন কাজ চলমান রয়েছে এবং নির্ধারিত সময়ের মধ্যে তা শেষ হবে বলে আশা করা হচ্ছে অনেকে অভিযোগ করেছেন দীর্ঘদিন ধরে সমস্যাটি সমাধান হয়নি ফলে জনদুর্ভোগ বেড়েছে প্রতিবেদক জানান এলাকার মানুষের সঙ্গে কথা বলে বিষয়টি নিশ্চিত হওয়া গেছে এবং স্থানীয় প্রশাসন দ্রুত ব্যবস্থা নেওয়ার আশ্বাস দিয়েছে সংশ্লিষ্ট কর্মকর্তারা বলেন কাজ চলমান রয়েছে এবং নির্ধারিত সময়ের মধ্যে তা শেষ হবে বলে আশা করা হচ্ছে অনেকে অভিযোগ করেছেন দীর্ঘদিন ধরে সমস্যাটি সমাধান হয়নি ফলে জনদুর্ভোগ বেড়েছে প্রতিবেদক জানান এলাকার মানুষের সঙ্গে কথা বলে বিষয়টি নিশ্চিত হওয়া গেছে এবং স্থানীয় প্রশাসন দ্রুত ব্যবস্থা নেওয়ার আশ্বাস দিয়েছে সংশ্লিষ্ট কর্মকর্তারা বলেন কাজ চলমান রয়েছে এবং নির্ধারিত সময়ের মধ্যে তা শেষ হবে বলে আশা করা হচ্ছে অনেকে অভিযোগ করেছেন দীর্ঘদিন ধরে সমস্যাটি সমাধান হয়নি ফলে জনদুর্ভোগ বেড়েছে প্রতিবেদক জানান এলাকার মানুষের সঙ্গে কথা বলে বিষয়টি নিশ্চিত হওয়া গেছে এবং স্থানীয় প্রশাসন দ্রুত ব্যবস্থা নেওয়ার আশ্বাস দিয়েছে সংশ্লিষ্ট কর্মকর্তারা বলেন কাজ চলমান রয়েছে এবং নির্ধারিত সময়ের মধ্যে তা শেষ হবে বলে আশা করা হচ্ছে অনেকে অভিযোগ করেছেন দীর্ঘদিন ধরে সমস্যাটি সমাধান হয়নি ফলে জনদুর্ভোগ বেড়েছে প্রতিবেদক জানান এলাকার মানুষের সঙ্গে কথা বলে বিষয়টি নিশ্চিত হওয়া গেছে এবং স্থানীয় প্রশাসন দ্রুত ব্যবস্থা নেওয়ার আশ্বাস দিয়েছে সংশ্লিষ্ট কর্মকর্তারা বলেন কাজ চলমান রয়েছে এবং নির্ধারিত সময়ের মধ্যে তা শেষ হবে বলে আশা করা হচ্ছে অনেকে অভিযোগ করেছেন দীর্ঘদিন ধরে সমস্যাটি সমাধান হয়নি ফলে জনদুর্ভোগ বেড়েছে প্রতিবেদক জানান এলাকার মানুষের সঙ্গে কথা বলে বিষয়টি নিশ্চিত হওয়া গেছে এবং স্থানীয় প্রশাসন দ্রুত ব্যবস্থা নেওয়ার আশ্বাস দিয়েছে সংশ্লিষ্ট কর্মকর্তারা বলেন কাজ চলমান রয়েছে এবং নির্ধারিত সময়ের মধ্যে তা শেষ হবে বলে আশা করা হচ্ছে অনেকে অভিযোগ করেছেন দ [420, 909, 632, 1075]
story-body: প্রতিবেদক জানান এলাকার মানুষের সঙ্গে কথা বলে বিষয়টি নিশ্চিত হওয়া গেছে এবং স্থানীয় প্রশাসন দ্রুত ব্যবস্থা নেওয়ার আশ্বাস দিয়েছে সংশ্লিষ্ট কর্মকর্তারা বলেন কাজ চলমান রয়েছে এবং নির্ধারিত সময়ের মধ্যে তা শেষ হবে বলে আশা করা হচ্ছে অনেকে অভিযোগ করেছেন দীর্ঘদিন ধরে সমস্যাটি সমাধান হয়নি ফলে জনদুর্ভোগ বেড়েছে প্রতিবেদক জানান এলাকার মানুষের সঙ্গে কথা বলে বিষয়টি নিশ্চিত হওয়া গেছে এবং স্থানীয় প্রশাসন দ্রুত ব্যবস্থা নেওয়ার আশ্বাস দিয়েছে সংশ্লিষ্ট কর্মকর্তারা বলেন কাজ চলমান রয়েছে এবং নির্ধারিত সময়ের মধ্যে তা শেষ হবে বলে আশা করা হচ্ছে অনেকে অভিযোগ করেছেন দীর্ঘদিন ধরে সমস্যাটি সমাধান হয়নি ফলে জনদুর্ভোগ বেড়েছে প্রতিবেদক জানান এলাকার মানুষের সঙ্গে কথা বলে বিষয়টি নিশ্চিত হওয়া গেছে এবং স্থানীয় প্রশাসন দ্রুত ব্যবস্থা নেওয়ার আশ্বাস দিয়েছে সংশ্লিষ্ট কর্মকর্তারা বলেন কাজ চলমান রয়েছে এবং নির্ধারিত সময়ের মধ্যে তা শেষ হবে বলে আশা করা হচ্ছে অনেকে অভিযোগ করেছেন দীর্ঘদিন ধরে সমস্যাটি সমাধান হয়নি ফলে জনদু [420, 136, 632, 208]
column-rule [415, 52, 416, 973]
divider [28, 12, 30, 38]
story-headline[interactable]: খালের ওপর সোলার প্যানেল [239, 627, 385, 643]
newspaper-logo: দেশের কণ্ঠ [516, 14, 632, 44]
section-title: খবর [36, 10, 72, 34]
date-line: রোববার ৮ মার্চ ২০২৬, ২৩ ফাল্গুন ১৪৩২ [120, 13, 241, 21]
story-headline[interactable]: ইতোমধ্যে বহর থেকে কোটি [38, 54, 174, 69]
column-rule [209, 52, 210, 973]
story-byline: শেষ পৃষ্ঠার পর [8, 70, 37, 76]
story [420, 215, 632, 371]
story-headline[interactable]: বেশিরভাগ স্টেশনে অলস সময় [430, 215, 622, 238]
story-headline[interactable]: চারদিন লিফটে পড়ে ছিল মরদেহ [231, 264, 393, 280]
story-headline[interactable]: রিজভোয়ার বক্তব্যে নির্বাচনি [455, 597, 597, 613]
column-1 [8, 52, 204, 975]
story-byline: শেষ পৃষ্ঠার পর [420, 496, 449, 503]
story [214, 55, 410, 259]
story-headline[interactable]: যারা নির্ধারিত সময়ে দায়িত্ব পালন [228, 525, 396, 541]
story-body: প্রতিবেদক জানান এলাকার মানুষের সঙ্গে কথা বলে বিষয়টি নিশ্চিত হওয়া গেছে এবং স্থানীয় প্রশাসন দ্রুত ব্যবস্থা নেওয়ার আশ্বাস দিয়েছে সংশ্লিষ্ট কর্মকর্তারা বলেন কাজ চলমান রয়েছে এবং নির্ধারিত সময়ের মধ্যে তা শেষ হবে বলে আশা করা হচ্ছে অনেকে অভিযোগ করেছেন দীর্ঘদিন ধরে সমস্যাটি সমাধান হয়নি ফলে জনদুর্ভোগ বেড়েছে প্রতিবেদক জানান এলাকার মানুষের সঙ্গে কথা বলে বিষয়টি নিশ্চিত হওয়া গেছে এবং স্থানীয় প্রশাসন দ্রুত ব্যবস্থা নেওয়ার আশ্বাস দিয়েছে সংশ্লিষ্ট কর্মকর্তারা বলেন কাজ চলমান রয়েছে এবং নির্ধারিত সময়ের মধ্যে তা শেষ হবে বলে আশা করা হচ্ছে অনেকে অভিযোগ করেছেন দীর্ঘদিন ধরে সমস্যাটি সমাধান হয়নি ফলে জনদুর্ভোগ বেড়েছে প্রতিবেদক জানান এলাকার মানুষের সঙ্গে কথা বলে বিষয়টি নিশ্চিত হওয়া গেছে এবং স্থানীয় প্রশাসন দ্রুত ব্যবস্থা নেওয়ার আশ্বাস দিয়েছে সংশ্লিষ্ট কর্মকর্তারা বলেন কাজ চলমান রয়েছে এবং নির্ধারিত সময়ের মধ্যে তা শেষ হবে বলে আশা করা [214, 289, 410, 360]
story-byline: শেষ পৃষ্ঠার পর [8, 280, 37, 287]
story-byline: শেষ পৃষ্ঠার পর [214, 70, 243, 76]
story [420, 377, 632, 466]
story-headline[interactable]: অন্যায় যেন রাজায় [478, 884, 573, 900]
story [214, 527, 410, 623]
story-headline[interactable]: হাইড্রোজেনচালিত যাত্রীবাহী [44, 265, 168, 279]
story-body: প্রতিবেদক জানান এলাকার মানুষের সঙ্গে কথা বলে বিষয়টি নিশ্চিত হওয়া গেছে এবং স্থানীয় প্রশাসন দ্রুত ব্যবস্থা নেওয়ার আশ্বাস দিয়েছে সংশ্লিষ্ট কর্মকর্তারা বলেন কাজ চলমান রয়েছে এবং নির্ধারিত সময়ের মধ্যে তা শেষ হবে বলে আশা করা হচ্ছে অনেকে অভিযোগ করেছেন দীর্ঘদিন ধরে সমস্যাটি সমাধান হয়নি ফলে জনদুর্ভোগ বেড়েছে প্রতিবেদক জানান এলাকার মানুষের সঙ্গে কথা বলে বিষয়টি নিশ্চিত হওয়া গেছে এবং স্থানীয় প্রশাসন দ্রুত ব্যবস্থা নেওয়ার আশ্বাস দিয়েছে সংশ্লিষ্ট কর্মকর্তারা বলেন কাজ চলমান রয়েছে এবং নির্ধারিত সময়ের মধ্যে তা শেষ হবে বলে আশা করা হচ্ছে অনেকে অভিযোগ করেছেন দীর্ঘদিন ধরে সমস্যাটি সমাধান হয়নি ফলে জনদুর্ভোগ বেড়েছে প্রতিবেদক জানান এলাকার মানুষের সঙ্গে কথা বলে বিষয়টি নিশ্চিত হওয়া গেছে এবং স্থানীয় প্রশাসন দ্রুত ব্যবস্থা নেওয়ার আশ্বাস দিয়েছে সংশ্লিষ্ট কর্মকর্তারা বলেন কাজ চলমান রয়েছে এবং নির্ধারিত সময়ের মধ্যে তা শেষ হবে বলে আশা করা হচ্ছে অনেকে অভিযোগ করেছেন দীর্ঘদিন ধরে সমস্যাটি সমাধান হয়নি ফলে জনদুর্ভোগ বেড়েছে প্রতিবেদক জানান এলাকার মানুষের সঙ্গে কথা বলে বিষয়টি নিশ্চিত হওয়া গেছে এবং স্থানীয় প্রশাসন দ্রুত ব্যবস্থা নেওয়ার আশ্বাস দিয়েছে সংশ্লিষ্ট কর্মকর্তারা বলেন কাজ চলমান রয়েছে এবং নির্ধারিত সময়ের মধ্যে তা শেষ হবে বলে আশা করা হচ্ছে অনেকে অভিযোগ করেছেন দীর্ঘদিন ধরে সমস্যাটি সমাধান হয়নি ফলে জনদুর্ভোগ বেড়েছে প্রতিবেদক জানান এলাকার মানুষের সঙ্গে কথা বলে বিষয়টি নিশ্চিত হওয়া গেছে এবং স্থানীয় প্রশাসন দ্রুত ব্যবস্থা নেওয়ার আশ্বাস দিয়েছে সংশ্লিষ্ট কর্মকর্তারা বলেন কাজ চলমান রয়েছে এবং নির্ধারিত সময়ের মধ্যে তা শেষ হবে বলে আশা করা হচ্ছে অনেকে অভিযোগ করেছেন দীর্ঘদিন ধরে সমস্যাটি সমাধান হয়নি ফলে জনদুর্ভোগ বেড়েছে [420, 248, 632, 370]
story-headline[interactable]: ধানমন্ডি ৩২ নম্বরে ফুল [469, 111, 583, 127]
story [214, 629, 410, 920]
